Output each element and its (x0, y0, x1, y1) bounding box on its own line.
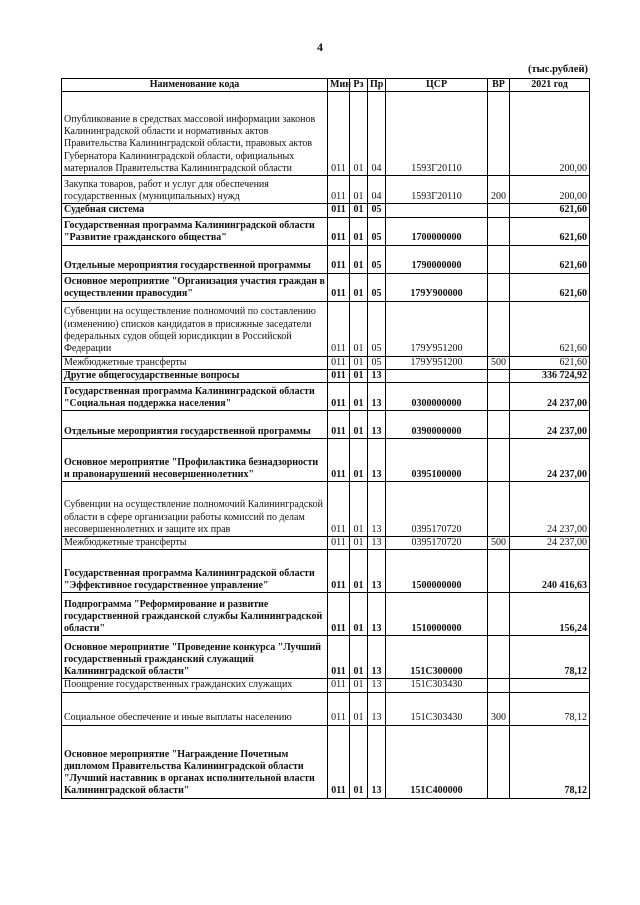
table-row (62, 679, 590, 692)
table-header-row (62, 79, 590, 92)
table-row (62, 537, 590, 550)
cell-min: 011 (328, 550, 350, 593)
header-min: Мин (328, 79, 350, 92)
cell-min: 011 (328, 301, 350, 356)
cell-vr (488, 245, 510, 273)
cell-csr: 1593Г20110 (386, 176, 488, 204)
cell-name: Социальное обеспечение и иные выплаты населению (62, 692, 328, 725)
table-row (62, 204, 590, 217)
cell-pr: 13 (368, 692, 386, 725)
cell-amount: 621,60 (510, 301, 590, 356)
table-row (62, 725, 590, 798)
table-row (62, 550, 590, 593)
cell-amount: 621,60 (510, 217, 590, 245)
cell-csr: 0390000000 (386, 411, 488, 439)
cell-csr (386, 204, 488, 217)
cell-amount: 156,24 (510, 593, 590, 636)
table-row (62, 176, 590, 204)
table-row (62, 593, 590, 636)
cell-pr: 05 (368, 301, 386, 356)
cell-amount: 200,00 (510, 92, 590, 176)
cell-csr: 179У900000 (386, 273, 488, 301)
cell-pr: 13 (368, 679, 386, 692)
cell-vr (488, 725, 510, 798)
cell-rz: 01 (350, 482, 368, 537)
cell-pr: 05 (368, 245, 386, 273)
cell-min: 011 (328, 383, 350, 411)
cell-name: Межбюджетные трансферты (62, 356, 328, 369)
cell-amount: 24 237,00 (510, 482, 590, 537)
table-row (62, 411, 590, 439)
cell-csr: 1593Г20110 (386, 92, 488, 176)
cell-pr: 05 (368, 217, 386, 245)
header-vr: ВР (488, 79, 510, 92)
cell-amount: 78,12 (510, 692, 590, 725)
cell-name: Отдельные мероприятия государственной программы (62, 411, 328, 439)
cell-amount: 200,00 (510, 176, 590, 204)
table-row (62, 636, 590, 679)
cell-min: 011 (328, 204, 350, 217)
cell-amount: 336 724,92 (510, 369, 590, 382)
budget-table (61, 78, 590, 799)
cell-vr: 500 (488, 356, 510, 369)
cell-amount: 24 237,00 (510, 537, 590, 550)
cell-pr: 13 (368, 636, 386, 679)
cell-csr: 179У951200 (386, 356, 488, 369)
cell-vr (488, 92, 510, 176)
cell-min: 011 (328, 92, 350, 176)
cell-csr: 179У951200 (386, 301, 488, 356)
cell-min: 011 (328, 369, 350, 382)
cell-csr: 0395170720 (386, 537, 488, 550)
cell-csr: 151С303430 (386, 692, 488, 725)
cell-rz: 01 (350, 273, 368, 301)
cell-vr (488, 636, 510, 679)
cell-name: Межбюджетные трансферты (62, 537, 328, 550)
header-csr: ЦСР (386, 79, 488, 92)
cell-pr: 04 (368, 176, 386, 204)
cell-vr: 200 (488, 176, 510, 204)
cell-csr: 151С300000 (386, 636, 488, 679)
cell-rz: 01 (350, 217, 368, 245)
cell-min: 011 (328, 356, 350, 369)
cell-min: 011 (328, 679, 350, 692)
cell-min: 011 (328, 217, 350, 245)
cell-vr (488, 273, 510, 301)
table-row (62, 439, 590, 482)
cell-name: Поощрение государственных гражданских служащих (62, 679, 328, 692)
cell-min: 011 (328, 439, 350, 482)
cell-name: Основное мероприятие "Награждение Почетным дипломом Правительства Калининградской области "Лучший наставник в органах исполнительной власти Калининградской области" (62, 725, 328, 798)
cell-rz: 01 (350, 245, 368, 273)
cell-min: 011 (328, 593, 350, 636)
cell-vr (488, 439, 510, 482)
header-pr: Пр (368, 79, 386, 92)
cell-name: Отдельные мероприятия государственной программы (62, 245, 328, 273)
cell-rz: 01 (350, 593, 368, 636)
cell-rz: 01 (350, 204, 368, 217)
units-label: (тыс.рублей) (527, 64, 588, 75)
header-year: 2021 год (510, 79, 590, 92)
cell-pr: 13 (368, 537, 386, 550)
cell-min: 011 (328, 411, 350, 439)
table-row (62, 273, 590, 301)
cell-vr (488, 411, 510, 439)
cell-csr: 1500000000 (386, 550, 488, 593)
cell-amount: 24 237,00 (510, 383, 590, 411)
cell-rz: 01 (350, 383, 368, 411)
cell-csr: 0395100000 (386, 439, 488, 482)
header-name: Наименование кода (62, 79, 328, 92)
cell-name: Государственная программа Калининградской области "Социальная поддержка населения" (62, 383, 328, 411)
cell-min: 011 (328, 273, 350, 301)
cell-rz: 01 (350, 92, 368, 176)
cell-vr (488, 204, 510, 217)
cell-rz: 01 (350, 550, 368, 593)
table-row (62, 369, 590, 382)
cell-min: 011 (328, 692, 350, 725)
cell-rz: 01 (350, 537, 368, 550)
cell-vr: 300 (488, 692, 510, 725)
cell-min: 011 (328, 537, 350, 550)
cell-vr (488, 550, 510, 593)
cell-rz: 01 (350, 411, 368, 439)
cell-vr (488, 679, 510, 692)
table-row (62, 92, 590, 176)
cell-amount: 621,60 (510, 204, 590, 217)
cell-min: 011 (328, 636, 350, 679)
cell-amount: 240 416,63 (510, 550, 590, 593)
cell-csr: 1790000000 (386, 245, 488, 273)
cell-rz: 01 (350, 692, 368, 725)
cell-name: Другие общегосударственные вопросы (62, 369, 328, 382)
cell-name: Опубликование в средствах массовой информации законов Калининградской области и нормативных актов Правительства Калининградской области, правовых актов Губернатора Калининградской области, официальных материалов Правительства Калининградской области (62, 92, 328, 176)
cell-csr: 151С303430 (386, 679, 488, 692)
cell-vr (488, 593, 510, 636)
cell-csr: 1510000000 (386, 593, 488, 636)
table-row (62, 245, 590, 273)
cell-name: Подпрограмма "Реформирование и развитие государственной гражданской службы Калининградской области" (62, 593, 328, 636)
cell-amount (510, 679, 590, 692)
cell-rz: 01 (350, 356, 368, 369)
cell-rz: 01 (350, 636, 368, 679)
cell-name: Основное мероприятие "Организация участия граждан в осуществлении правосудия" (62, 273, 328, 301)
cell-name: Государственная программа Калининградской области "Эффективное государственное управление" (62, 550, 328, 593)
cell-name: Государственная программа Калининградской области "Развитие гражданского общества" (62, 217, 328, 245)
cell-amount: 621,60 (510, 356, 590, 369)
cell-vr (488, 383, 510, 411)
cell-vr (488, 217, 510, 245)
table-row (62, 217, 590, 245)
cell-name: Субвенции на осуществление полномочий Калининградской области в сфере организации работы комиссий по делам несовершеннолетних и защите их прав (62, 482, 328, 537)
cell-csr: 151С400000 (386, 725, 488, 798)
cell-rz: 01 (350, 176, 368, 204)
cell-amount: 78,12 (510, 725, 590, 798)
cell-rz: 01 (350, 369, 368, 382)
cell-amount: 78,12 (510, 636, 590, 679)
table-row (62, 356, 590, 369)
cell-pr: 13 (368, 369, 386, 382)
cell-rz: 01 (350, 439, 368, 482)
cell-min: 011 (328, 482, 350, 537)
cell-vr: 500 (488, 537, 510, 550)
cell-name: Закупка товаров, работ и услуг для обеспечения государственных (муниципальных) нужд (62, 176, 328, 204)
cell-pr: 13 (368, 593, 386, 636)
cell-vr (488, 369, 510, 382)
cell-pr: 05 (368, 356, 386, 369)
table-row (62, 301, 590, 356)
cell-min: 011 (328, 176, 350, 204)
table-row (62, 383, 590, 411)
cell-pr: 13 (368, 550, 386, 593)
cell-rz: 01 (350, 301, 368, 356)
table-row (62, 482, 590, 537)
cell-pr: 13 (368, 411, 386, 439)
cell-name: Судебная система (62, 204, 328, 217)
cell-min: 011 (328, 725, 350, 798)
cell-pr: 04 (368, 92, 386, 176)
cell-rz: 01 (350, 725, 368, 798)
cell-csr: 0300000000 (386, 383, 488, 411)
cell-vr (488, 301, 510, 356)
table-body (62, 92, 590, 798)
cell-amount: 621,60 (510, 245, 590, 273)
cell-min: 011 (328, 245, 350, 273)
cell-amount: 621,60 (510, 273, 590, 301)
cell-pr: 13 (368, 482, 386, 537)
cell-rz: 01 (350, 679, 368, 692)
table-row (62, 692, 590, 725)
cell-pr: 05 (368, 204, 386, 217)
cell-name: Субвенции на осуществление полномочий по составлению (изменению) списков кандидатов в присяжные заседатели федеральных судов общей юрисдикции в Российской Федерации (62, 301, 328, 356)
cell-name: Основное мероприятие "Проведение конкурса "Лучший государственный гражданский служащий Калининградской области" (62, 636, 328, 679)
cell-vr (488, 482, 510, 537)
cell-csr: 0395170720 (386, 482, 488, 537)
cell-amount: 24 237,00 (510, 411, 590, 439)
cell-amount: 24 237,00 (510, 439, 590, 482)
page-number: 4 (317, 40, 323, 54)
cell-name: Основное мероприятие "Профилактика безнадзорности и правонарушений несовершеннолетних" (62, 439, 328, 482)
cell-pr: 13 (368, 439, 386, 482)
header-rz: Рз (350, 79, 368, 92)
cell-csr: 1700000000 (386, 217, 488, 245)
cell-csr (386, 369, 488, 382)
cell-pr: 13 (368, 383, 386, 411)
cell-pr: 13 (368, 725, 386, 798)
cell-pr: 05 (368, 273, 386, 301)
